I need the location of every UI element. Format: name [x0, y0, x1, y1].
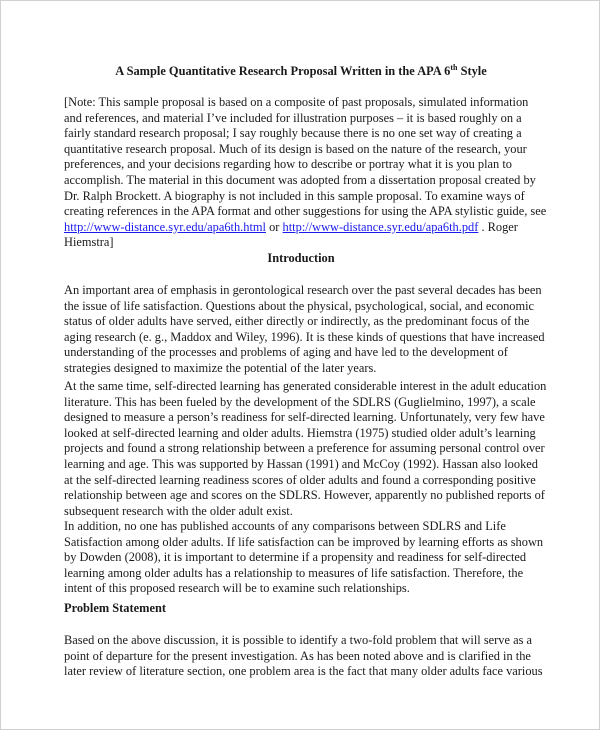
problem-paragraph: Based on the above discussion, it is possible to identify a two-fold problem that will serve as a point of departure for the present investigation. As has been noted above and is clarified in the later review of literature section, one problem area is the fact that many older adults face various — [64, 633, 543, 679]
intro-paragraph-2: At the same time, self-directed learning has generated considerable interest in the adult education literature. This has been fueled by the development of the SDLRS (Guglielmino, 1997), a scale designed to measure a person’s readiness for self-directed learning. Unfortunately, very few have looked at self-directed learning and older adults. Hiemstra (1975) studied older adult’s learning projects and found a strong relationship between a preference for assuming personal control over learning and age. This was supported by Hassan (1991) and McCoy (1992). Hassan also looked at the self-directed learning readiness scores of older adults and found a corresponding positive relationship between age and scores on the SDLRS. However, apparently no published reports of subsequent research with the older adult exist. — [64, 379, 547, 518]
problem-statement-heading: Problem Statement — [64, 601, 166, 615]
apa6th-pdf-link[interactable]: http://www-distance.syr.edu/apa6th.pdf — [282, 219, 479, 234]
document-title: A Sample Quantitative Research Proposal Written in the APA 6th Style — [115, 63, 487, 78]
apa6th-html-link[interactable]: http://www-distance.syr.edu/apa6th.html — [64, 219, 267, 234]
intro-paragraph-3: In addition, no one has published accounts of any comparisons between SDLRS and Life Satisfaction among older adults. If life satisfaction can be improved by learning efforts as shown by Dowden (2008), it is important to determine if a propensity and readiness for self-directed learning among older adults has a relationship to measures of life satisfaction. Therefore, the intent of this proposed research will be to examine such relationships. — [64, 519, 544, 596]
introduction-heading: Introduction — [267, 251, 335, 265]
intro-paragraph-1: An important area of emphasis in gerontological research over the past several decades has been the issue of life satisfaction. Questions about the physical, psychological, social, and economic status of older adults have served, either directly or indirectly, as the predominant focus of the aging research (e. g., Maddox and Wiley, 1996). It is these kinds of questions that have increased understanding of the processes and problems of aging and have led to the development of strategies designed to maximize the potential of the later years. — [64, 283, 545, 375]
note-paragraph: [Note: This sample proposal is based on a composite of past proposals, simulated information and references, and material I’ve included for illustration purposes – it is based roughly on a fairly standard research proposal; I say roughly because there is no one set way of creating a quantitative research proposal. Much of its design is based on the nature of the research, your preferences, and your decisions regarding how to describe or portray what it is you plan to accomplish. The material in this document was adopted from a dissertation proposal created by Dr. Ralph Brockett. A biography is not included in this sample proposal. To examine ways of creating references in the APA format and other suggestions for using the APA stylistic guide, see http://www-distance.syr.edu/apa6th.html or http://www-distance.syr.edu/apa6th.pdf . Roger Hiemstra] — [64, 95, 547, 250]
